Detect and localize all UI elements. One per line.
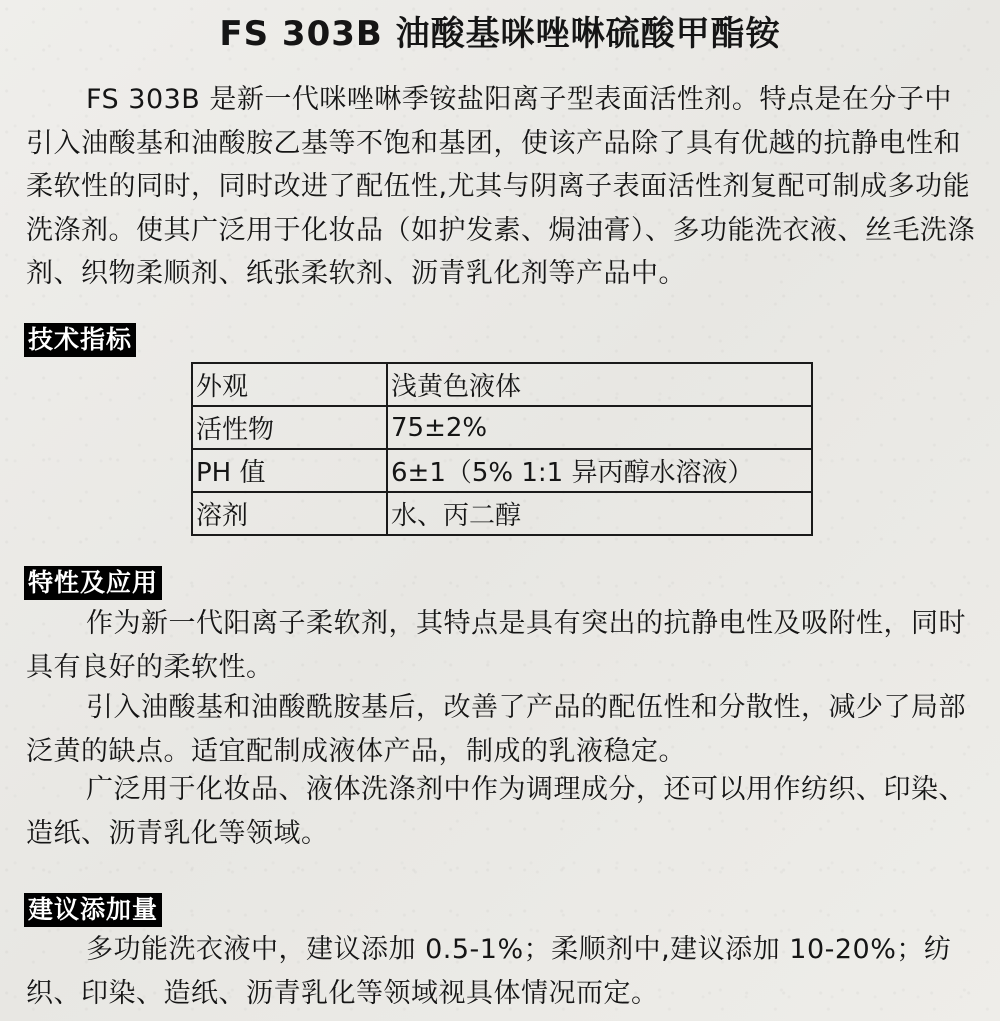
section-heading-specs: 技术指标 xyxy=(24,323,136,357)
spec-key: 外观 xyxy=(192,363,387,406)
spec-value: 浅黄色液体 xyxy=(387,363,812,406)
table-row xyxy=(192,449,812,492)
spec-value: 75±2% xyxy=(387,406,812,449)
spec-key: 活性物 xyxy=(192,406,387,449)
table-row xyxy=(192,363,812,406)
intro-paragraph: FS 303B 是新一代咪唑啉季铵盐阳离子型表面活性剂。特点是在分子中引入油酸基和油酸胺乙基等不饱和基团，使该产品除了具有优越的抗静电性和柔软性的同时，同时改进了配伍性,尤其与阴离子表面活性剂复配可制成多功能洗涤剂。使其广泛用于化妆品（如护发素、焗油膏）、多功能洗衣液、丝毛洗涤剂、织物柔顺剂、纸张柔软剂、沥青乳化剂等产品中。 xyxy=(26,84,975,289)
section-heading-dosage: 建议添加量 xyxy=(24,893,162,927)
dosage-paragraph: 多功能洗衣液中，建议添加 0.5-1%；柔顺剂中,建议添加 10-20%；纺织、印染、造纸、沥青乳化等领域视具体情况而定。 xyxy=(26,934,952,1009)
page-title: FS 303B 油酸基咪唑啉硫酸甲酯铵 xyxy=(219,14,781,54)
table-row xyxy=(192,492,812,535)
features-paragraph-1: 作为新一代阳离子柔软剂，其特点是具有突出的抗静电性及吸附性，同时具有良好的柔软性。 xyxy=(26,608,966,683)
features-paragraph-2: 引入油酸基和油酸酰胺基后，改善了产品的配伍性和分散性，减少了局部泛黄的缺点。适宜配制成液体产品，制成的乳液稳定。 xyxy=(26,692,966,767)
spec-key: PH 值 xyxy=(192,449,387,492)
spec-key: 溶剂 xyxy=(192,492,387,535)
spec-value: 水、丙二醇 xyxy=(387,492,812,535)
spec-value: 6±1（5% 1:1 异丙醇水溶液） xyxy=(387,449,812,492)
section-heading-features: 特性及应用 xyxy=(24,566,162,600)
table-row xyxy=(192,406,812,449)
specs-table xyxy=(191,362,813,536)
features-paragraph-3: 广泛用于化妆品、液体洗涤剂中作为调理成分，还可以用作纺织、印染、造纸、沥青乳化等领域。 xyxy=(26,774,966,849)
